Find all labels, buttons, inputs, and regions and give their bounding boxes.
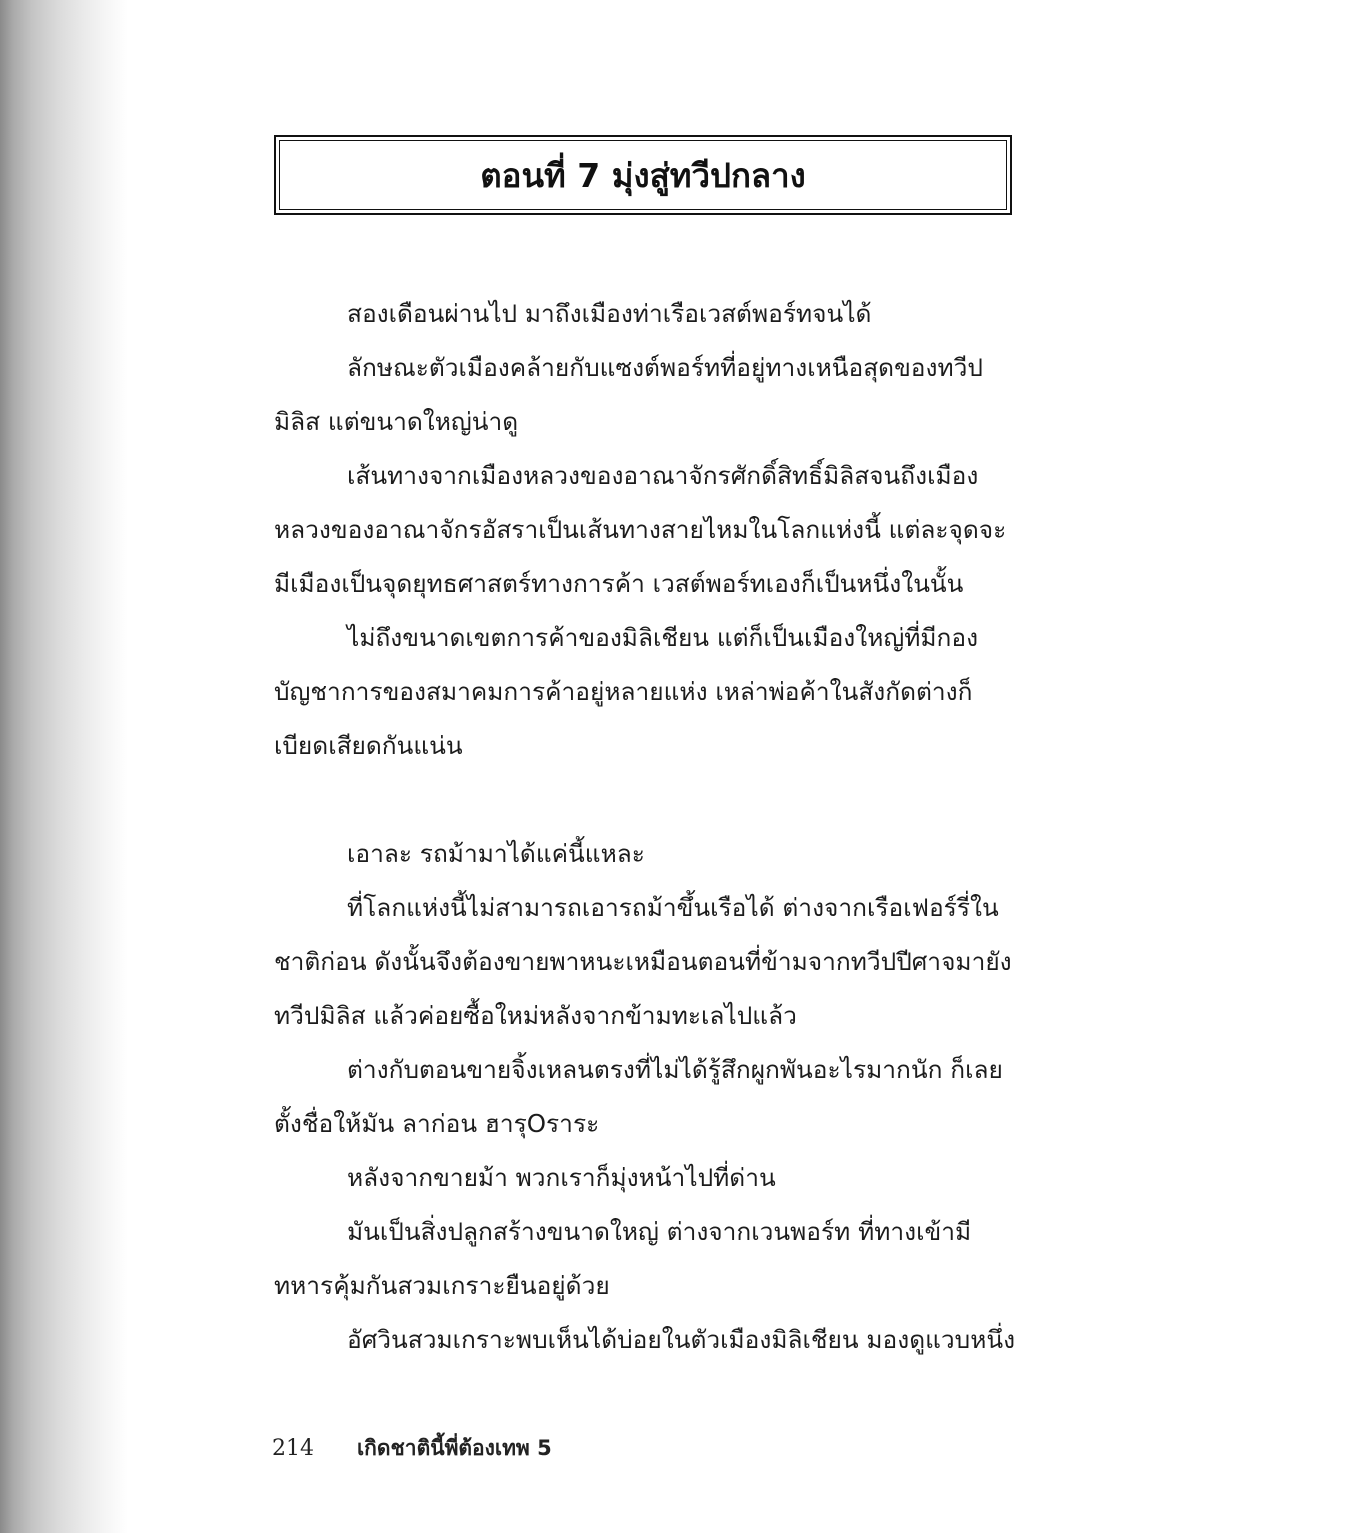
- paragraph-line: ทหารคุ้มกันสวมเกราะยืนอยู่ด้วย: [274, 1271, 610, 1300]
- paragraph-line: สองเดือนผ่านไป มาถึงเมืองท่าเรือเวสต์พอร์ทจนได้: [347, 299, 872, 328]
- paragraph-line: มีเมืองเป็นจุดยุทธศาสตร์ทางการค้า เวสต์พอร์ทเองก็เป็นหนึ่งในนั้น: [274, 569, 964, 598]
- chapter-title-box: [274, 135, 1012, 215]
- paragraph-line: ลักษณะตัวเมืองคล้ายกับแซงต์พอร์ทที่อยู่ทางเหนือสุดของทวีป: [347, 353, 983, 382]
- body-text: [274, 287, 1014, 1367]
- paragraph-line: ทวีปมิลิส แล้วค่อยซื้อใหม่หลังจากข้ามทะเลไปแล้ว: [274, 1001, 797, 1030]
- paragraph-line: ต่างกับตอนขายจิ้งเหลนตรงที่ไม่ได้รู้สึกผูกพันอะไรมากนัก ก็เลย: [347, 1055, 1003, 1084]
- paragraph-line: มันเป็นสิ่งปลูกสร้างขนาดใหญ่ ต่างจากเวนพอร์ท ที่ทางเข้ามี: [347, 1217, 972, 1246]
- paragraph-line: หลังจากขายม้า พวกเราก็มุ่งหน้าไปที่ด่าน: [347, 1163, 776, 1192]
- section-break: [274, 773, 1014, 827]
- paragraph-line: เบียดเสียดกันแน่น: [274, 731, 463, 760]
- running-book-title: เกิดชาตินี้พี่ต้องเทพ 5: [357, 1436, 552, 1460]
- paragraph-line: มิลิส แต่ขนาดใหญ่น่าดู: [274, 407, 519, 436]
- chapter-title: ตอนที่ 7 มุ่งสู่ทวีปกลาง: [480, 155, 806, 195]
- page-footer: [272, 1432, 552, 1465]
- binding-shadow: [0, 0, 128, 1533]
- page-number: 214: [272, 1436, 314, 1461]
- paragraph-line: ตั้งชื่อให้มัน ลาก่อน ฮารุOราระ: [274, 1109, 600, 1138]
- chapter-title-inner-frame: [279, 140, 1007, 210]
- paragraph-line: เส้นทางจากเมืองหลวงของอาณาจักรศักดิ์สิทธิ์มิลิสจนถึงเมือง: [347, 461, 979, 490]
- paragraph-line: อัศวินสวมเกราะพบเห็นได้บ่อยในตัวเมืองมิลิเชียน มองดูแวบหนึ่ง: [347, 1325, 1016, 1354]
- paragraph-line: ไม่ถึงขนาดเขตการค้าของมิลิเชียน แต่ก็เป็นเมืองใหญ่ที่มีกอง: [347, 623, 979, 652]
- paragraph-line: ที่โลกแห่งนี้ไม่สามารถเอารถม้าขึ้นเรือได้ ต่างจากเรือเฟอร์รี่ใน: [347, 893, 999, 922]
- paragraph-line: บัญชาการของสมาคมการค้าอยู่หลายแห่ง เหล่าพ่อค้าในสังกัดต่างก็: [274, 677, 973, 706]
- paragraph-line: เอาละ รถม้ามาได้แค่นี้แหละ: [347, 839, 645, 868]
- paragraph-line: ชาติก่อน ดังนั้นจึงต้องขายพาหนะเหมือนตอนที่ข้ามจากทวีปปีศาจมายัง: [274, 947, 1012, 976]
- paragraph-line: หลวงของอาณาจักรอัสราเป็นเส้นทางสายไหมในโลกแห่งนี้ แต่ละจุดจะ: [274, 515, 1007, 544]
